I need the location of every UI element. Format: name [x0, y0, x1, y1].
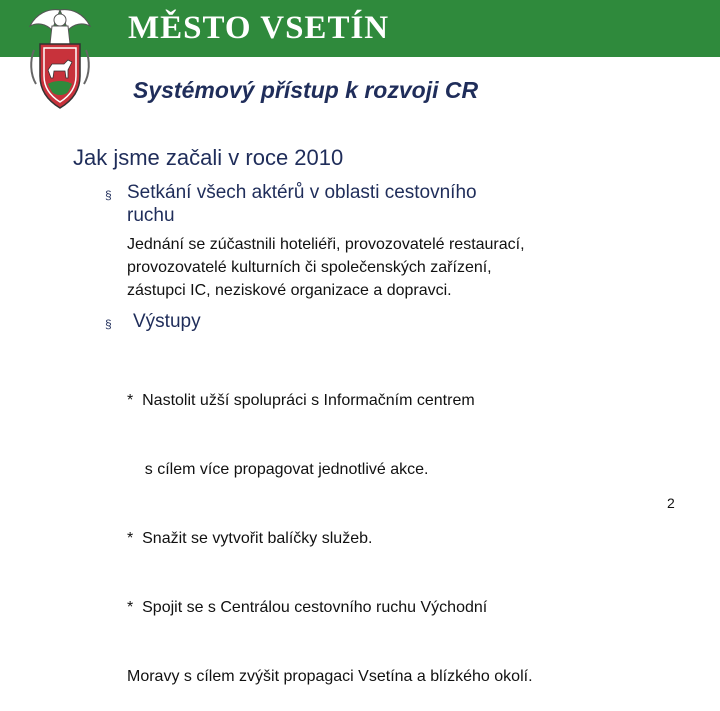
bullet-marker: § [105, 317, 112, 331]
body-line: s cílem více propagovat jednotlivé akce. [127, 461, 429, 478]
city-name: MĚSTO VSETÍN [128, 10, 390, 46]
bullet-body [127, 343, 533, 711]
slide-title: Systémový přístup k rozvoji CR [133, 77, 479, 103]
bullet-heading-line: ruchu [127, 205, 175, 226]
body-line: Moravy s cílem zvýšit propagaci Vsetína a blízkého okolí. [127, 668, 533, 685]
bullet-heading-line: Setkání všech aktérů v oblasti cestovního [127, 182, 477, 203]
body-line: Jednání se zúčastnili hoteliéři, provozovatelé restaurací, [127, 236, 525, 253]
body-line: * Nastolit užší spolupráci s Informačním centrem [127, 392, 475, 409]
section-heading: Jak jsme začali v roce 2010 [73, 145, 344, 170]
page-number: 2 [667, 495, 675, 511]
bullet-heading [133, 310, 201, 333]
body-line: provozovatelé kulturních či společenských zařízení, [127, 259, 492, 276]
body-line: * Snažit se vytvořit balíčky služeb. [127, 530, 373, 547]
bullet-marker: § [105, 188, 112, 202]
bullet-body [127, 233, 525, 302]
bullet-heading-line: Výstupy [133, 311, 201, 332]
bullet-heading [127, 181, 687, 227]
header-bar [0, 0, 720, 57]
body-line: * Spojit se s Centrálou cestovního ruchu Východní [127, 599, 488, 616]
vsetin-coat-of-arms-logo [18, 4, 102, 114]
body-line: zástupci IC, neziskové organizace a dopravci. [127, 282, 452, 299]
